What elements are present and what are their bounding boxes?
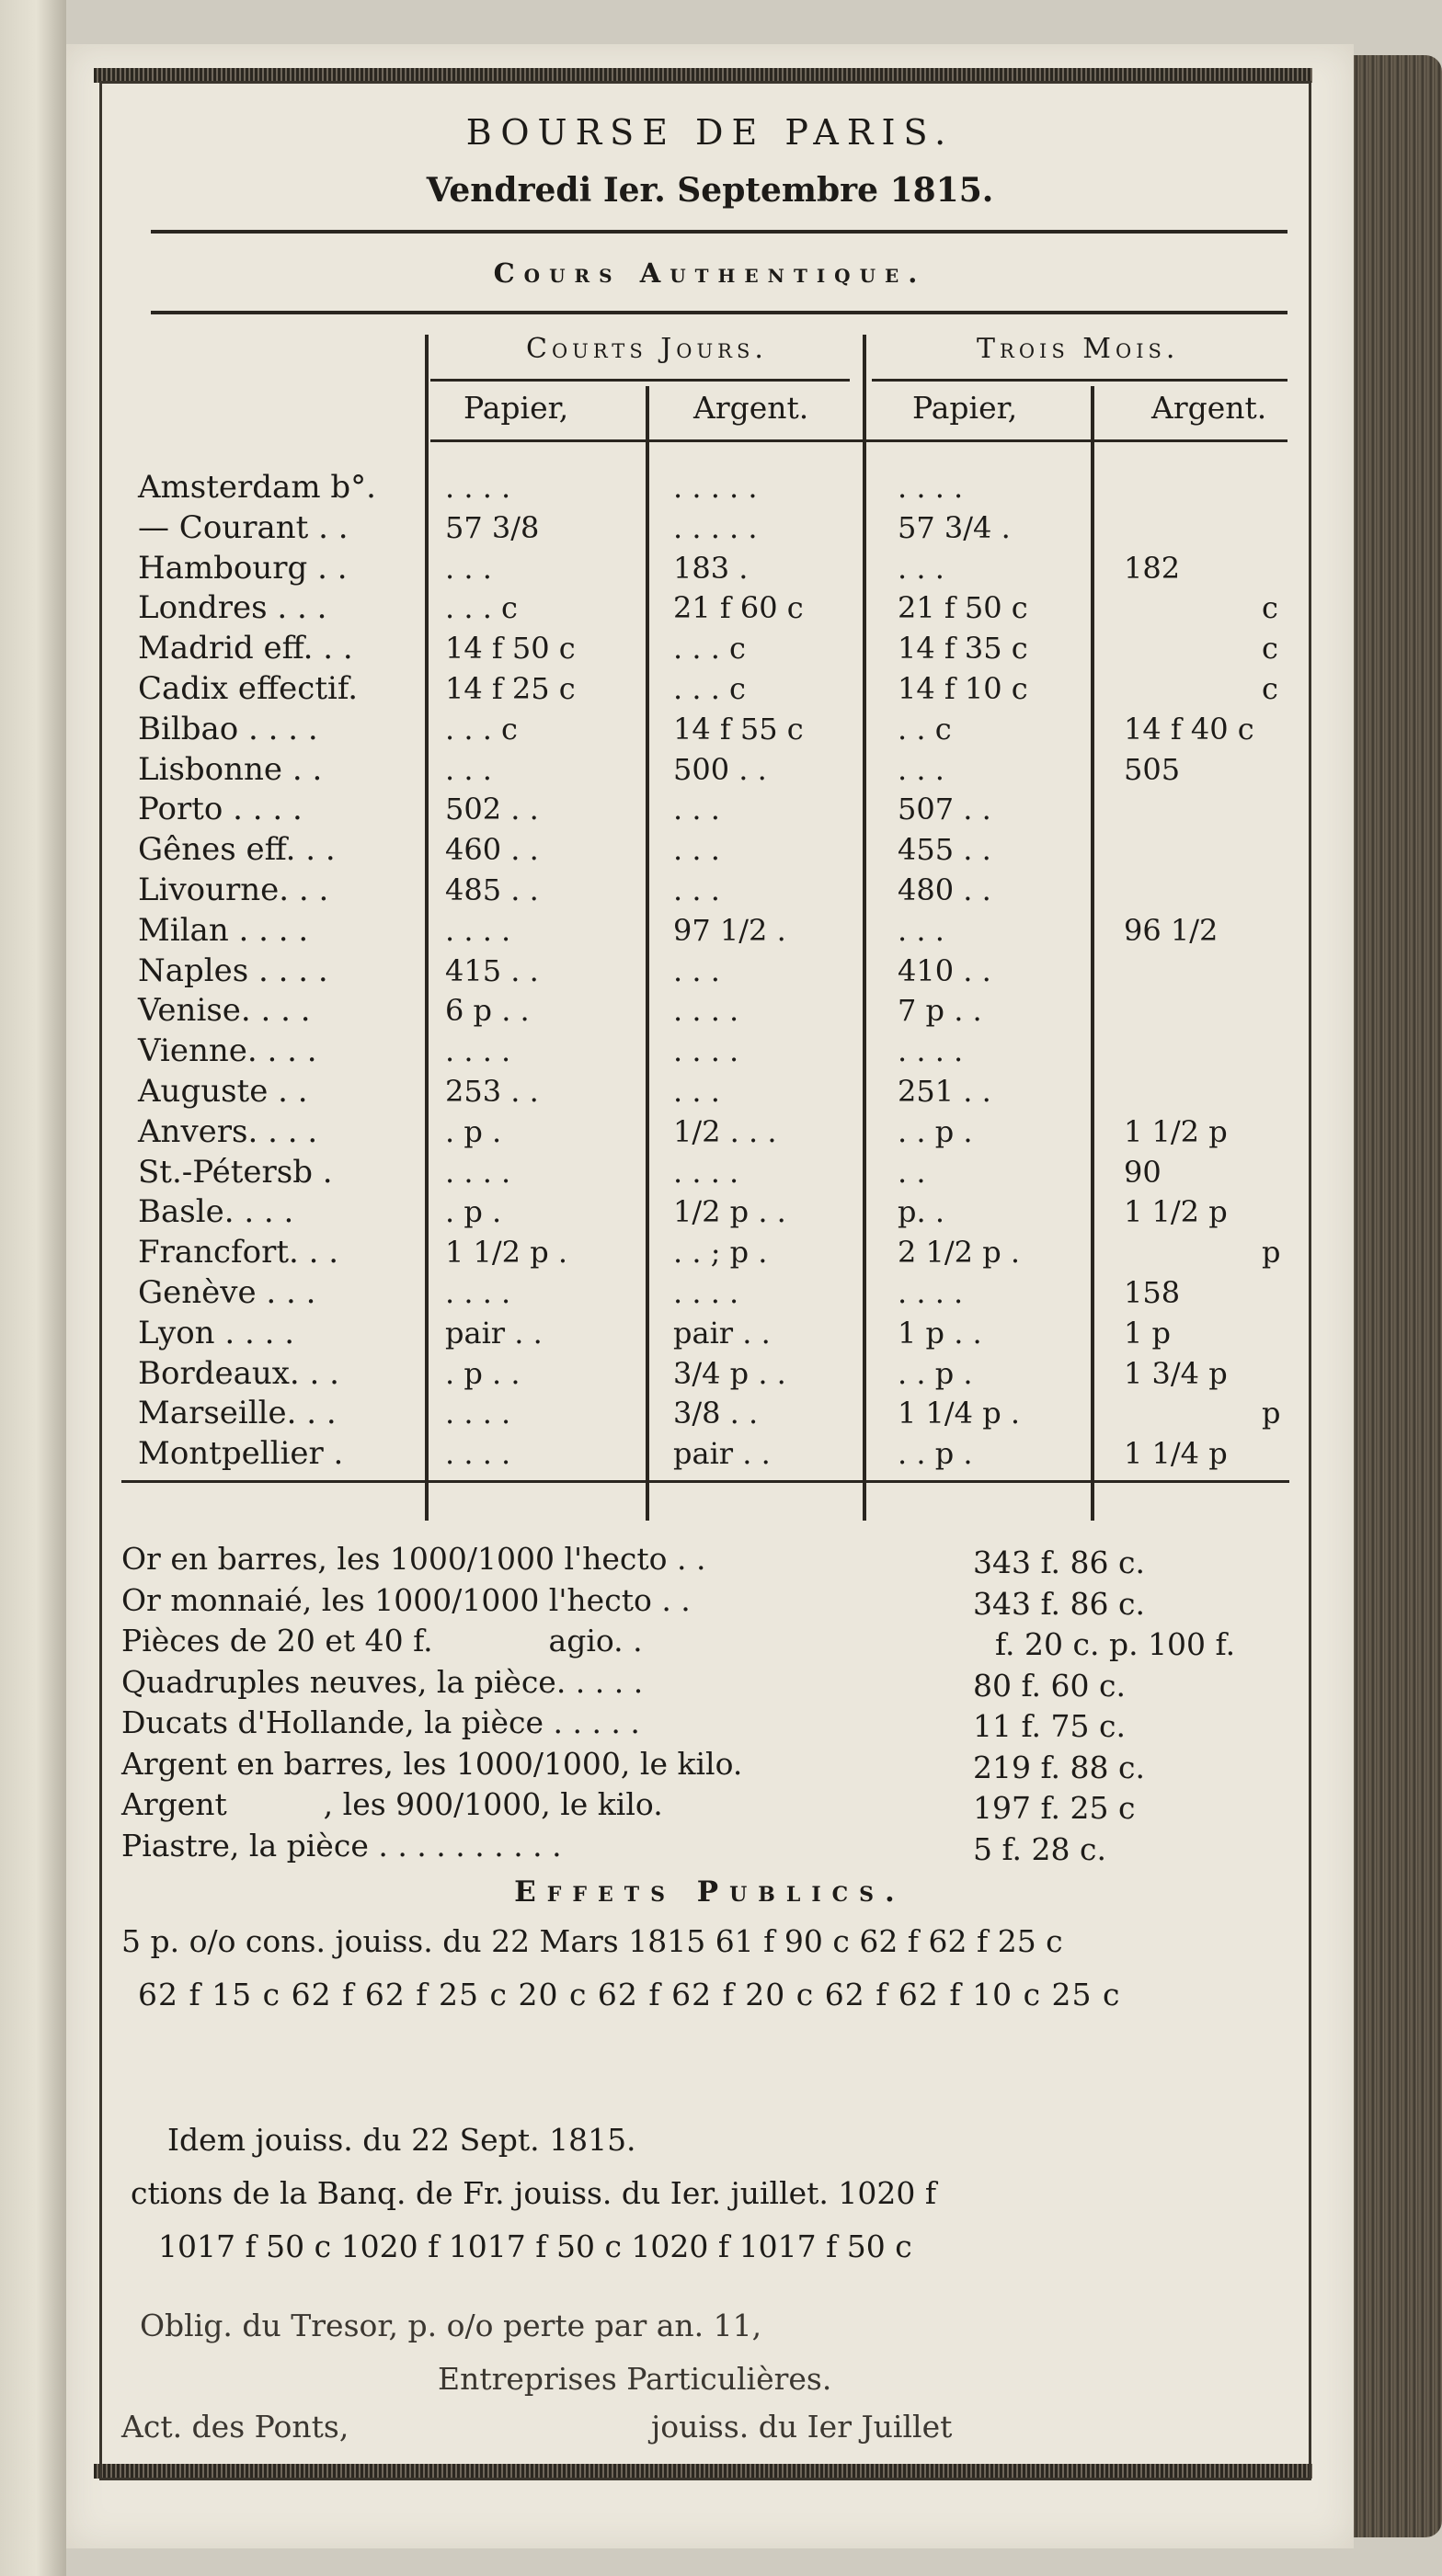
rate-cell-tm-argent: 1 p — [1124, 1315, 1172, 1351]
metal-value: 343 f. 86 c. — [973, 1544, 1145, 1580]
rate-cell-tm-papier: . . . . — [898, 1033, 964, 1069]
divider — [151, 311, 1288, 314]
rate-place: Montpellier . — [138, 1435, 344, 1473]
rate-cell-cj-papier: 14 f 50 c — [445, 631, 576, 667]
rate-cell-cj-argent: 3/4 p . . — [673, 1355, 786, 1391]
column-rule — [1091, 386, 1094, 1521]
column-rule — [425, 335, 429, 1521]
idem-line: Idem jouiss. du 22 Sept. 1815. — [167, 2122, 636, 2158]
rate-place: Milan . . . . — [138, 911, 309, 949]
metal-value: 197 f. 25 c — [973, 1790, 1136, 1826]
rate-cell-tm-papier: 7 p . . — [898, 993, 982, 1029]
rate-cell-cj-argent: . . . — [673, 1074, 720, 1109]
rate-cell-cj-papier: 253 . . — [445, 1074, 539, 1109]
metal-label: Argent en barres, les 1000/1000, le kilo. — [121, 1745, 743, 1782]
rate-cell-cj-argent: . . . c — [673, 631, 746, 667]
rate-cell-tm-argent: c — [1262, 671, 1278, 706]
rate-cell-tm-argent: p — [1262, 1396, 1281, 1431]
rate-cell-tm-papier: 410 . . — [898, 952, 991, 988]
rate-cell-cj-papier: . . . . — [445, 1154, 511, 1190]
rate-cell-cj-papier: . . . . — [445, 912, 511, 948]
rate-place: Cadix effectif. — [138, 670, 359, 707]
rate-cell-cj-papier: pair . . — [445, 1315, 543, 1351]
rate-place: Amsterdam b°. — [138, 469, 376, 506]
rate-cell-cj-argent: 500 . . — [673, 751, 767, 787]
rate-cell-tm-papier: 1 1/4 p . — [898, 1396, 1021, 1431]
page-title: BOURSE DE PARIS. — [465, 112, 955, 153]
divider — [430, 439, 1288, 442]
rate-cell-cj-papier: 14 f 25 c — [445, 671, 576, 706]
rate-cell-cj-papier: 57 3/8 — [445, 509, 540, 545]
rate-cell-cj-papier: . . . . — [445, 470, 511, 505]
rate-cell-tm-papier: p. . — [898, 1194, 944, 1230]
column-group-courts-jours: Courts Jours. — [526, 333, 768, 365]
rate-place: Livourne. . . — [138, 872, 329, 908]
subhead-cj-papier: Papier, — [464, 390, 569, 426]
rate-place: Anvers. . . . — [138, 1112, 318, 1150]
rate-cell-tm-argent: p — [1262, 1235, 1281, 1271]
rate-place: Venise. . . . — [138, 992, 311, 1030]
rate-cell-cj-papier: 415 . . — [445, 952, 539, 988]
metal-value: f. 20 c. p. 100 f. — [995, 1626, 1236, 1662]
rate-cell-tm-argent: 1 1/2 p — [1124, 1194, 1228, 1230]
rate-place: Auguste . . — [138, 1073, 308, 1110]
column-rule — [646, 386, 649, 1521]
effets-line: 5 p. o/o cons. jouiss. du 22 Mars 1815 61 f 90 c 62 f 62 f 25 c — [121, 1923, 1063, 1959]
rate-cell-tm-papier: . . . . — [898, 1275, 964, 1310]
rate-cell-cj-papier: . . . . — [445, 1033, 511, 1069]
rate-place: — Courant . . — [138, 508, 349, 546]
oblig-line: Oblig. du Tresor, p. o/o perte par an. 11, — [140, 2308, 762, 2343]
rate-cell-cj-papier: . p . . — [445, 1355, 521, 1391]
rate-cell-tm-argent: 1 1/2 p — [1124, 1113, 1228, 1149]
metal-value: 219 f. 88 c. — [973, 1749, 1145, 1785]
rate-place: Marseille. . . — [138, 1395, 337, 1432]
rate-place: Genève . . . — [138, 1274, 316, 1311]
rate-cell-tm-argent: 1 3/4 p — [1124, 1355, 1228, 1391]
effets-line: 62 f 15 c 62 f 62 f 25 c 20 c 62 f 62 f 20 c 62 f 62 f 10 c 25 c — [138, 1977, 1121, 2012]
rate-place: Porto . . . . — [138, 791, 303, 828]
rate-cell-tm-papier: 507 . . — [898, 792, 991, 827]
metal-label: Quadruples neuves, la pièce. . . . . — [121, 1663, 644, 1700]
actions-line: 1017 f 50 c 1020 f 1017 f 50 c 1020 f 1017 f 50 c — [158, 2228, 912, 2264]
rate-cell-cj-argent: . . . . — [673, 993, 739, 1029]
rate-place: Lyon . . . . — [138, 1314, 295, 1351]
metal-value: 80 f. 60 c. — [973, 1667, 1126, 1704]
rate-cell-cj-argent: pair . . — [673, 1436, 771, 1472]
rate-cell-cj-argent: . . . c — [673, 671, 746, 706]
divider — [430, 379, 850, 382]
rate-cell-tm-papier: . . . — [898, 751, 944, 787]
rate-cell-tm-papier: . . p . — [898, 1436, 973, 1472]
rate-cell-cj-argent: 97 1/2 . — [673, 912, 786, 948]
rate-cell-cj-papier: . . . c — [445, 590, 518, 626]
rate-cell-cj-argent: . . . — [673, 792, 720, 827]
rate-cell-cj-papier: 460 . . — [445, 832, 539, 868]
rate-cell-tm-argent: 158 — [1124, 1275, 1181, 1310]
metal-value: 343 f. 86 c. — [973, 1585, 1145, 1622]
rate-place: Lisbonne . . — [138, 750, 323, 788]
rate-cell-cj-argent: . . . . . — [673, 470, 758, 505]
rate-cell-tm-papier: 455 . . — [898, 832, 991, 868]
document-page — [66, 44, 1354, 2548]
rate-cell-cj-argent: . . . . — [673, 1033, 739, 1069]
effets-publics-title: Effets Publics. — [514, 1875, 906, 1909]
column-rule — [863, 335, 866, 1521]
rate-cell-tm-argent: 505 — [1124, 751, 1181, 787]
subhead-cj-argent: Argent. — [693, 390, 809, 426]
rate-cell-cj-papier: . . . . — [445, 1436, 511, 1472]
rate-cell-cj-argent: . . . — [673, 952, 720, 988]
rate-place: Bordeaux. . . — [138, 1354, 339, 1392]
metal-label: Piastre, la pièce . . . . . . . . . . — [121, 1827, 562, 1864]
page-date: Vendredi Ier. Septembre 1815. — [426, 171, 994, 210]
rate-cell-tm-argent: c — [1262, 631, 1278, 667]
rate-cell-tm-papier: 1 p . . — [898, 1315, 982, 1351]
rate-cell-tm-papier: 2 1/2 p . — [898, 1235, 1021, 1271]
rate-cell-tm-papier: 21 f 50 c — [898, 590, 1028, 626]
ponts-line-right: jouiss. du Ier Juillet — [651, 2409, 953, 2445]
rate-cell-cj-papier: . . . c — [445, 711, 518, 747]
rate-place: Basle. . . . — [138, 1193, 294, 1231]
column-group-trois-mois: Trois Mois. — [977, 333, 1180, 365]
subhead-tm-papier: Papier, — [912, 390, 1018, 426]
metal-value: 11 f. 75 c. — [973, 1708, 1126, 1744]
book-spine — [0, 0, 66, 2576]
rate-cell-cj-argent: . . . — [673, 832, 720, 868]
rate-cell-cj-papier: 6 p . . — [445, 993, 530, 1029]
rate-cell-tm-papier: . . . — [898, 912, 944, 948]
rate-place: Hambourg . . — [138, 549, 348, 587]
metal-value: 5 f. 28 c. — [973, 1830, 1106, 1867]
rate-cell-cj-argent: 1/2 . . . — [673, 1113, 777, 1149]
rate-cell-cj-papier: 502 . . — [445, 792, 539, 827]
rate-cell-tm-papier: 480 . . — [898, 872, 991, 907]
rate-cell-cj-papier: . . . . — [445, 1275, 511, 1310]
rate-cell-cj-papier: . . . . — [445, 1396, 511, 1431]
divider — [121, 1480, 1289, 1483]
rate-cell-cj-argent: . . . — [673, 872, 720, 907]
section-title: Cours Authentique. — [493, 257, 927, 289]
rate-cell-cj-argent: . . . . . — [673, 509, 758, 545]
rate-cell-cj-argent: . . . . — [673, 1275, 739, 1310]
rate-cell-cj-papier: . . . — [445, 550, 492, 586]
rate-place: Naples . . . . — [138, 952, 328, 989]
rate-cell-cj-argent: 183 . — [673, 550, 749, 586]
divider — [872, 379, 1288, 382]
rate-place: Vienne. . . . — [138, 1032, 317, 1070]
rate-cell-tm-papier: . . — [898, 1154, 926, 1190]
rate-cell-tm-argent: 14 f 40 c — [1124, 711, 1254, 747]
actions-line: ctions de la Banq. de Fr. jouiss. du Ier. juillet. 1020 f — [131, 2175, 937, 2211]
rate-cell-cj-papier: 485 . . — [445, 872, 539, 907]
rate-cell-tm-papier: . . p . — [898, 1113, 973, 1149]
metal-label: Or en barres, les 1000/1000 l'hecto . . — [121, 1541, 706, 1577]
rate-cell-cj-papier: . p . — [445, 1113, 502, 1149]
page-edges — [1343, 55, 1442, 2537]
rate-cell-cj-papier: . p . — [445, 1194, 502, 1230]
rate-place: St.-Pétersb . — [138, 1153, 333, 1191]
rate-cell-cj-argent: 21 f 60 c — [673, 590, 804, 626]
rate-cell-tm-argent: 182 — [1124, 550, 1181, 586]
rate-cell-tm-papier: 251 . . — [898, 1074, 991, 1109]
rate-cell-cj-papier: 1 1/2 p . — [445, 1235, 568, 1271]
metal-label: Ducats d'Hollande, la pièce . . . . . — [121, 1704, 640, 1740]
rate-cell-tm-argent: c — [1262, 590, 1278, 626]
rate-cell-cj-argent: 3/8 . . — [673, 1396, 759, 1431]
rate-place: Francfort. . . — [138, 1234, 339, 1271]
metal-label: Argent , les 900/1000, le kilo. — [121, 1786, 663, 1822]
rate-cell-tm-papier: . . . — [898, 550, 944, 586]
rate-cell-cj-argent: pair . . — [673, 1315, 771, 1351]
rate-cell-tm-papier: 57 3/4 . — [898, 509, 1011, 545]
rate-cell-tm-papier: . . p . — [898, 1355, 973, 1391]
rate-place: Gênes eff. . . — [138, 831, 336, 869]
rate-cell-cj-papier: . . . — [445, 751, 492, 787]
rate-place: Londres . . . — [138, 589, 327, 627]
ponts-line-left: Act. des Ponts, — [121, 2409, 349, 2445]
entreprises-title: Entreprises Particulières. — [438, 2361, 832, 2397]
rate-cell-cj-argent: . . . . — [673, 1154, 739, 1190]
subhead-tm-argent: Argent. — [1151, 390, 1267, 426]
rate-place: Bilbao . . . . — [138, 710, 318, 747]
divider — [151, 230, 1288, 234]
rate-cell-cj-argent: 14 f 55 c — [673, 711, 804, 747]
metal-label: Pièces de 20 et 40 f. agio. . — [121, 1623, 643, 1658]
rate-cell-tm-argent: 1 1/4 p — [1124, 1436, 1228, 1472]
rate-cell-tm-argent: 90 — [1124, 1154, 1162, 1190]
rate-cell-tm-papier: . . c — [898, 711, 952, 747]
rate-cell-tm-papier: 14 f 10 c — [898, 671, 1028, 706]
rate-cell-cj-argent: . . ; p . — [673, 1235, 768, 1271]
rate-cell-cj-argent: 1/2 p . . — [673, 1194, 786, 1230]
rate-cell-tm-papier: 14 f 35 c — [898, 631, 1028, 667]
rate-place: Madrid eff. . . — [138, 630, 353, 667]
rate-cell-tm-argent: 96 1/2 — [1124, 912, 1219, 948]
metal-label: Or monnaié, les 1000/1000 l'hecto . . — [121, 1581, 691, 1618]
rate-cell-tm-papier: . . . . — [898, 470, 964, 505]
